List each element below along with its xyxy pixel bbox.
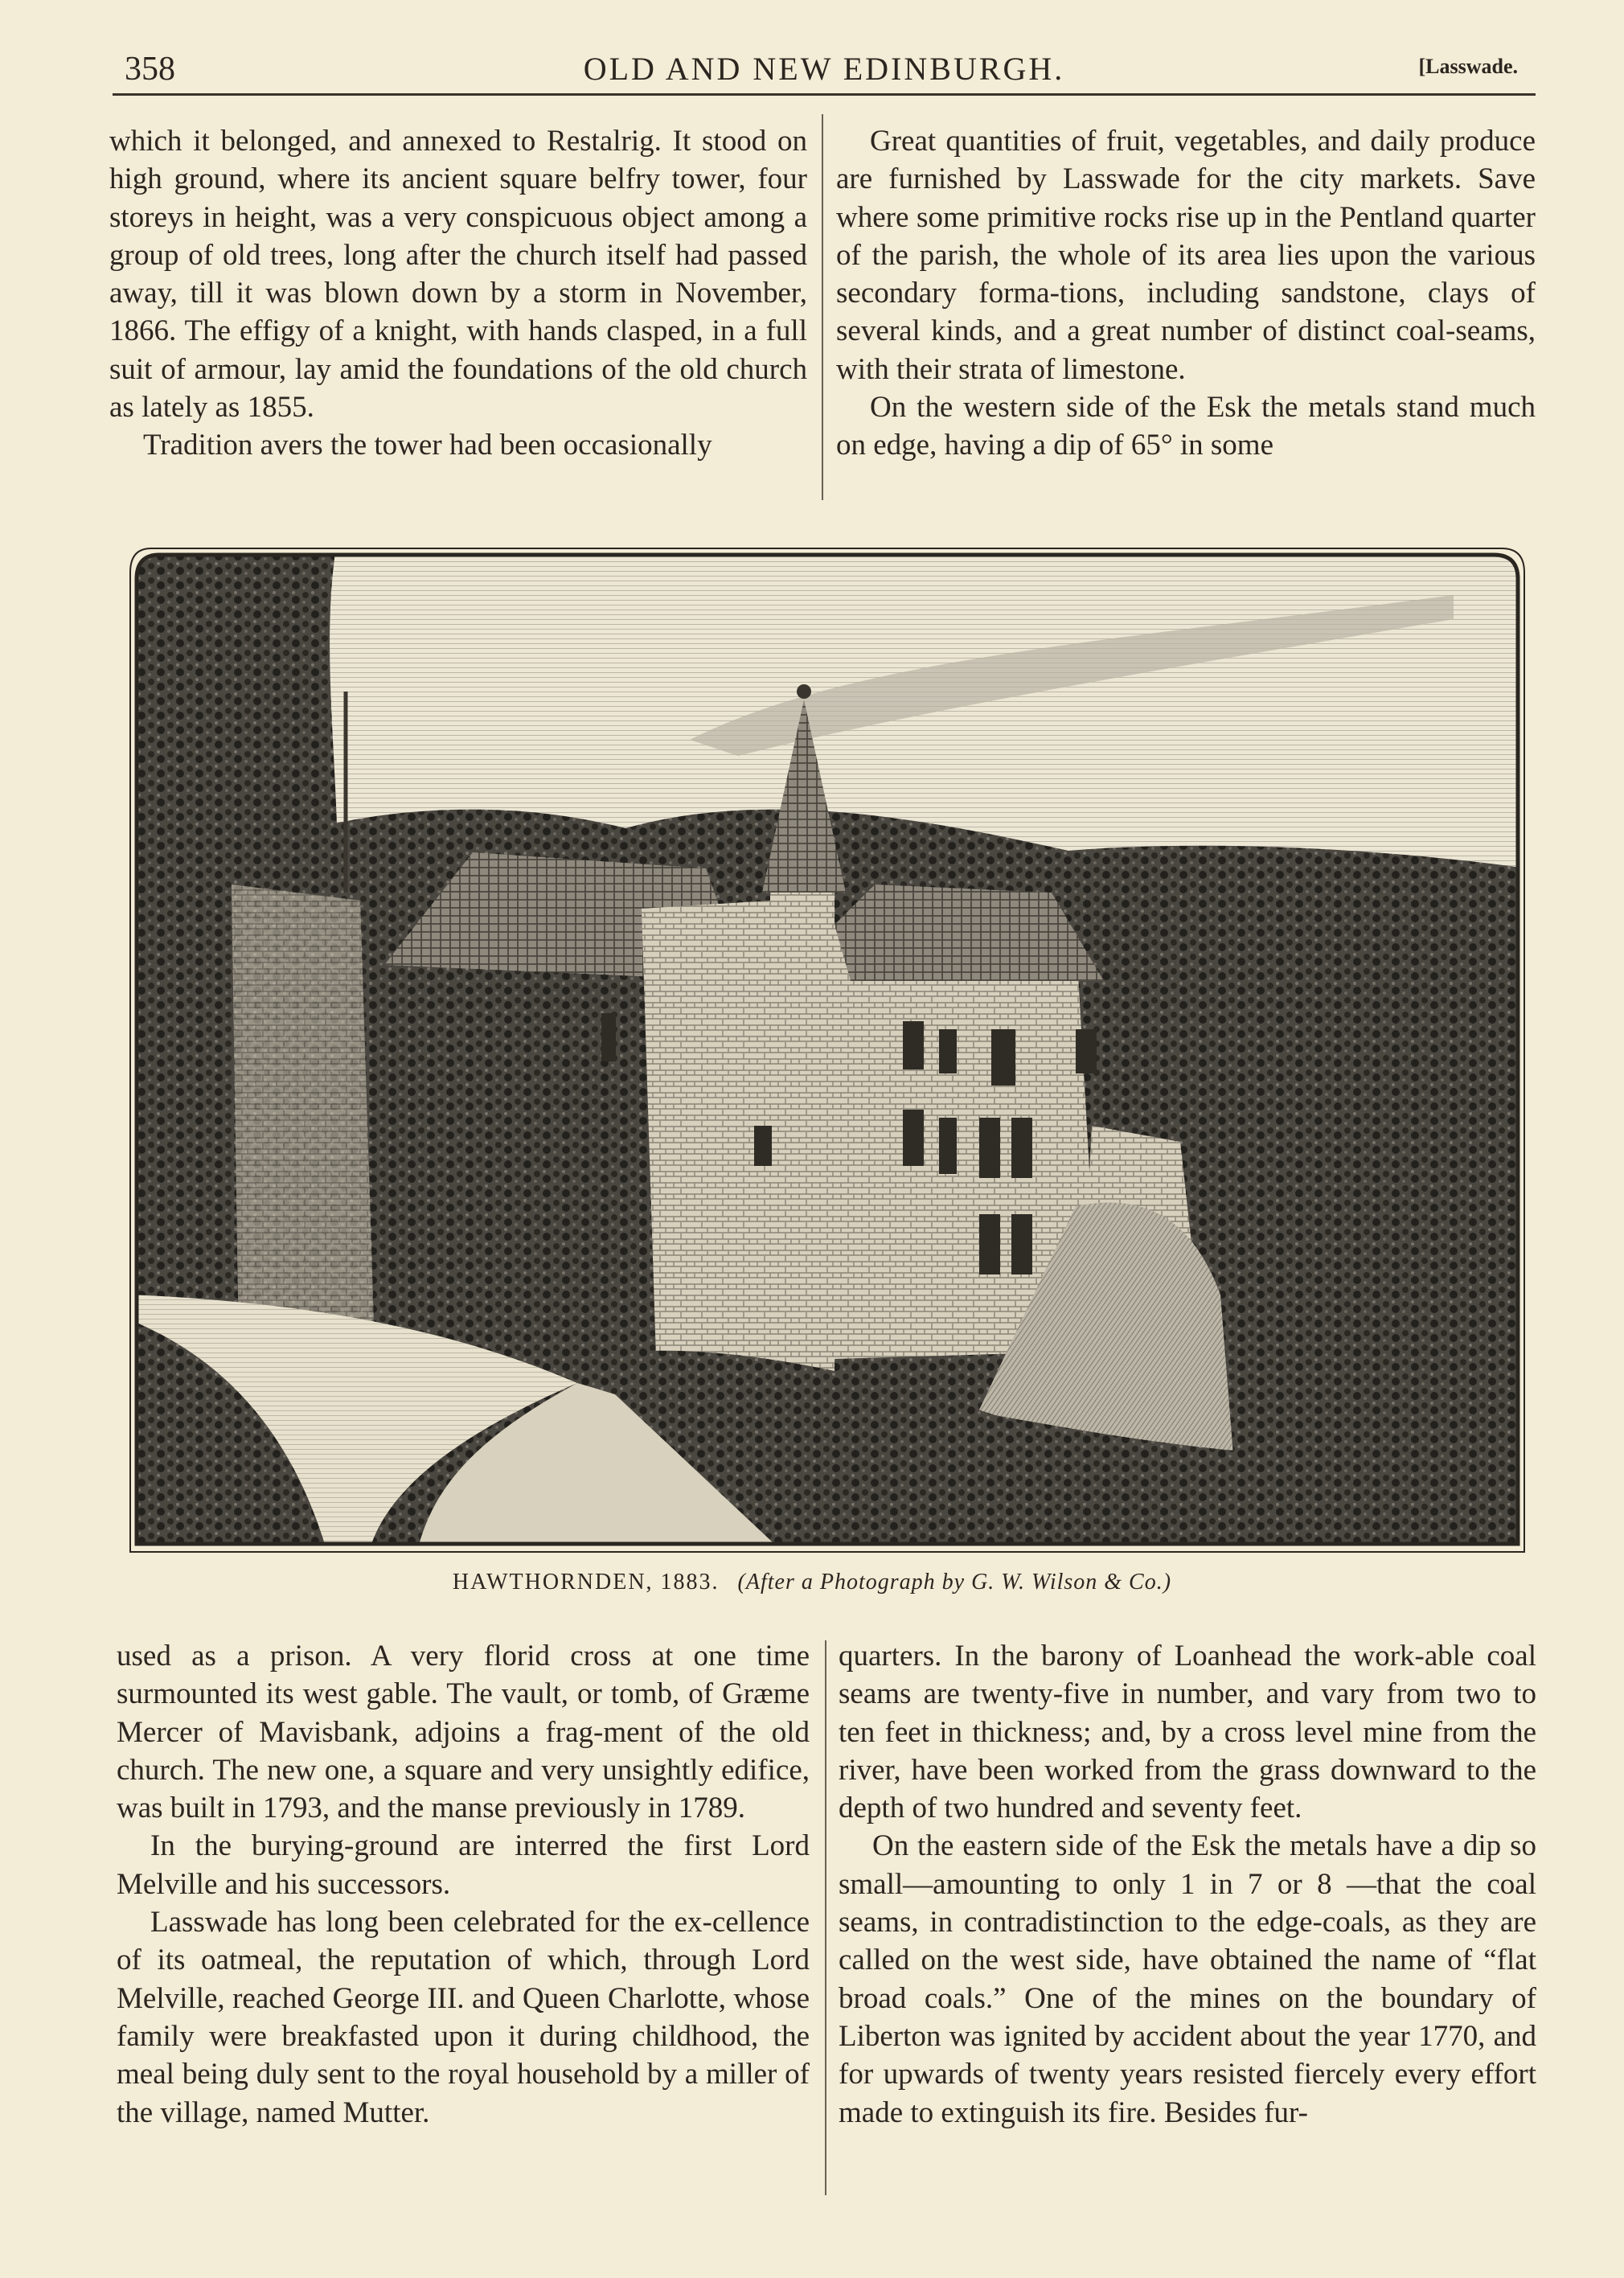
running-title: OLD AND NEW EDINBURGH. xyxy=(583,51,1065,87)
paragraph: Lasswade has long been celebrated for the ex-cellence of its oatmeal, the reputation of which, through Lord Melville, reached George III. and Queen Charlotte, whose family were breakfasted upon it during childhood, the meal being duly sent to the royal household by a miller of the village, named Mutter. xyxy=(117,1906,810,2129)
paragraph: On the eastern side of the Esk the metals have a dip so small—amounting to only 1 in 7 or 8 —that the coal seams, in contradistinction to the edge-coals, as they are called on the west side, have obtained the name of “flat broad coals.” One of the mines on the boundary of Liberton was ignited by accident about the year 1770, and for upwards of twenty years resisted fiercely every effort made to extinguish its fire. Besides fur- xyxy=(839,1829,1536,2129)
page-number: 358 xyxy=(125,51,175,88)
top-right-column xyxy=(836,122,1536,465)
bottom-right-column xyxy=(839,1637,1536,2132)
caption-credit: (After a Photograph by G. W. Wilson & Co.) xyxy=(737,1570,1172,1595)
bottom-left-column xyxy=(117,1637,810,2132)
column-divider-bottom xyxy=(825,1640,826,2195)
paragraph: quarters. In the barony of Loanhead the work-able coal seams are twenty-five in number, and vary from two to ten feet in thickness; and, by a cross level mine from the river, have been worked from the grass downward to the depth of two hundred and seventy feet. xyxy=(839,1640,1536,1825)
paragraph: which it belonged, and annexed to Restalrig. It stood on high ground, where its ancient square belfry tower, four storeys in height, was a very conspicuous object among a group of old trees, long after the church itself had passed away, till it was blown down by a storm in November, 1866. The effigy of a knight, with hands clasped, in a full suit of armour, lay amid the foundations of the old church as lately as 1855. xyxy=(109,125,807,425)
hawthornden-engraving xyxy=(127,547,1528,1555)
top-left-column xyxy=(109,122,807,465)
paragraph: Tradition avers the tower had been occasionally xyxy=(143,429,712,462)
page-header xyxy=(113,42,1536,96)
paragraph: used as a prison. A very florid cross at one time surmounted its west gable. The vault, or tomb, of Græme Mercer of Mavisbank, adjoins a frag-ment of the old church. The new one, a square and very unsightly edifice, was built in 1793, and the manse previously in 1789. xyxy=(117,1640,810,1825)
paragraph: On the western side of the Esk the metals stand much on edge, having a dip of 65° in some xyxy=(836,391,1536,462)
column-divider-top xyxy=(822,114,823,500)
paragraph: In the burying-ground are interred the first Lord Melville and his successors. xyxy=(117,1829,810,1901)
illustration-caption xyxy=(0,1570,1624,1595)
section-reference: [Lasswade. xyxy=(1418,55,1518,78)
caption-title: HAWTHORNDEN, 1883. xyxy=(452,1570,720,1595)
paragraph: Great quantities of fruit, vegetables, and daily produce are furnished by Lasswade for the city markets. Save where some primitive rocks rise up in the Pentland quarter of the parish, the whole of its area lies upon the various secondary forma-tions, including sandstone, clays of several kinds, and a great number of distinct coal-seams, with their strata of limestone. xyxy=(836,125,1536,386)
